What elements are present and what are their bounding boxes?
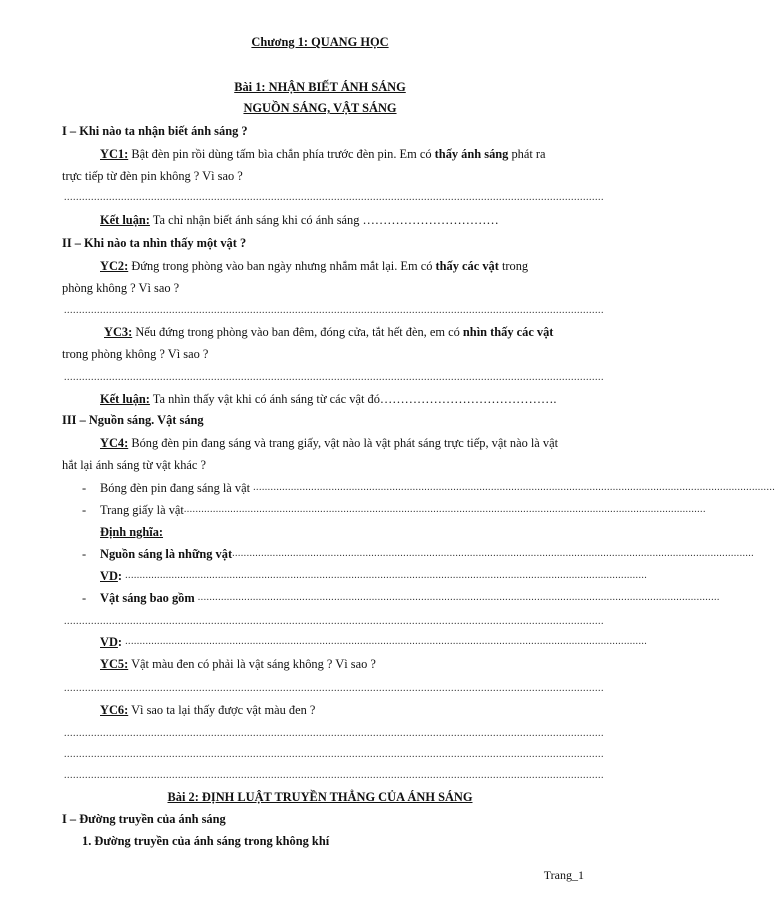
yc5-label: YC5: (100, 657, 129, 671)
answer-line: .................................................................................................................................................................................... (64, 728, 604, 739)
section1-heading: I – Khi nào ta nhận biết ánh sáng ? (62, 124, 248, 138)
bullet-dash: - (82, 503, 87, 517)
page-number: Trang_1 (543, 868, 584, 882)
yc4-question: YC4: Bóng đèn pin đang sáng và trang giấy, vật nào là vật phát sáng trực tiếp, vật nào là vật (100, 436, 559, 450)
yc4-line2: hắt lại ánh sáng từ vật khác ? (62, 458, 206, 472)
section2-heading: II – Khi nào ta nhìn thấy một vật ? (62, 236, 247, 250)
answer-line: .................................................................................................................................................................................... (64, 770, 604, 781)
lesson1-subtitle: NGUỒN SÁNG, VẬT SÁNG (243, 101, 397, 115)
section3-heading: III – Nguồn sáng. Vật sáng (62, 413, 204, 427)
answer-line: .................................................................................................................................................................................... (64, 305, 604, 316)
answer-line: .................................................................................................................................................................................... (64, 749, 604, 760)
bullet-dash: - (82, 591, 87, 605)
answer-line: .................................................................................................................................................................................... (64, 192, 604, 203)
yc2-label: YC2: (100, 259, 129, 273)
example-2: VD: .................................................................................................................................................................................... (100, 635, 648, 649)
yc6-question: YC6: Vì sao ta lại thấy được vật màu đen ? (100, 703, 316, 717)
answer-line: .................................................................................................................................................................................... (64, 372, 604, 383)
yc1-question: YC1: Bật đèn pin rồi dùng tấm bìa chắn phía trước đèn pin. Em có thấy ánh sáng phát ra (100, 147, 546, 161)
yc5-question: YC5: Vật màu đen có phải là vật sáng không ? Vì sao ? (100, 657, 376, 671)
conclusion-1: Kết luận: Ta chỉ nhận biết ánh sáng khi có ánh sáng …………………………… (100, 213, 499, 227)
yc2-question: YC2: Đứng trong phòng vào ban ngày nhưng nhắm mắt lại. Em có thấy các vật trong (100, 259, 529, 273)
yc1-line2: trực tiếp từ đèn pin không ? Vì sao ? (62, 169, 243, 183)
definition-1: Nguồn sáng là những vật.................................................................................................................................................................................... (100, 547, 755, 561)
yc3-question: YC3: Nếu đứng trong phòng vào ban đêm, đóng cửa, tắt hết đèn, em có nhìn thấy các vật (104, 325, 554, 339)
bullet-dash: - (82, 481, 87, 495)
definition-label: Định nghĩa: (100, 525, 164, 539)
yc4-label: YC4: (100, 436, 129, 450)
answer-line: .................................................................................................................................................................................... (64, 616, 604, 627)
bullet-2: Trang giấy là vật.................................................................................................................................................................................... (100, 503, 706, 517)
lesson2-title: Bài 2: ĐỊNH LUẬT TRUYỀN THẲNG CỦA ÁNH SÁNG (167, 790, 473, 804)
lesson1-title: Bài 1: NHẬN BIẾT ÁNH SÁNG (234, 80, 406, 94)
lesson2-section-heading: I – Đường truyền của ánh sáng (62, 812, 226, 826)
bullet-dash: - (82, 547, 87, 561)
lesson2-item-1: 1. Đường truyền của ánh sáng trong không khí (82, 834, 330, 848)
yc3-line2: trong phòng không ? Vì sao ? (62, 347, 209, 361)
yc3-label: YC3: (104, 325, 133, 339)
bullet-1: Bóng đèn pin đang sáng là vật .................................................................................................................................................................................... (100, 481, 775, 495)
yc1-label: YC1: (100, 147, 129, 161)
yc6-label: YC6: (100, 703, 129, 717)
yc2-line2: phòng không ? Vì sao ? (62, 281, 180, 295)
example-1: VD: .................................................................................................................................................................................... (100, 569, 648, 583)
answer-line: .................................................................................................................................................................................... (64, 683, 604, 694)
definition-2: Vật sáng bao gồm .................................................................................................................................................................................... (100, 591, 720, 605)
conclusion-2: Kết luận: Ta nhìn thấy vật khi có ánh sáng từ các vật đó……………………………………. (100, 392, 557, 406)
chapter-title: Chương 1: QUANG HỌC (251, 35, 389, 49)
